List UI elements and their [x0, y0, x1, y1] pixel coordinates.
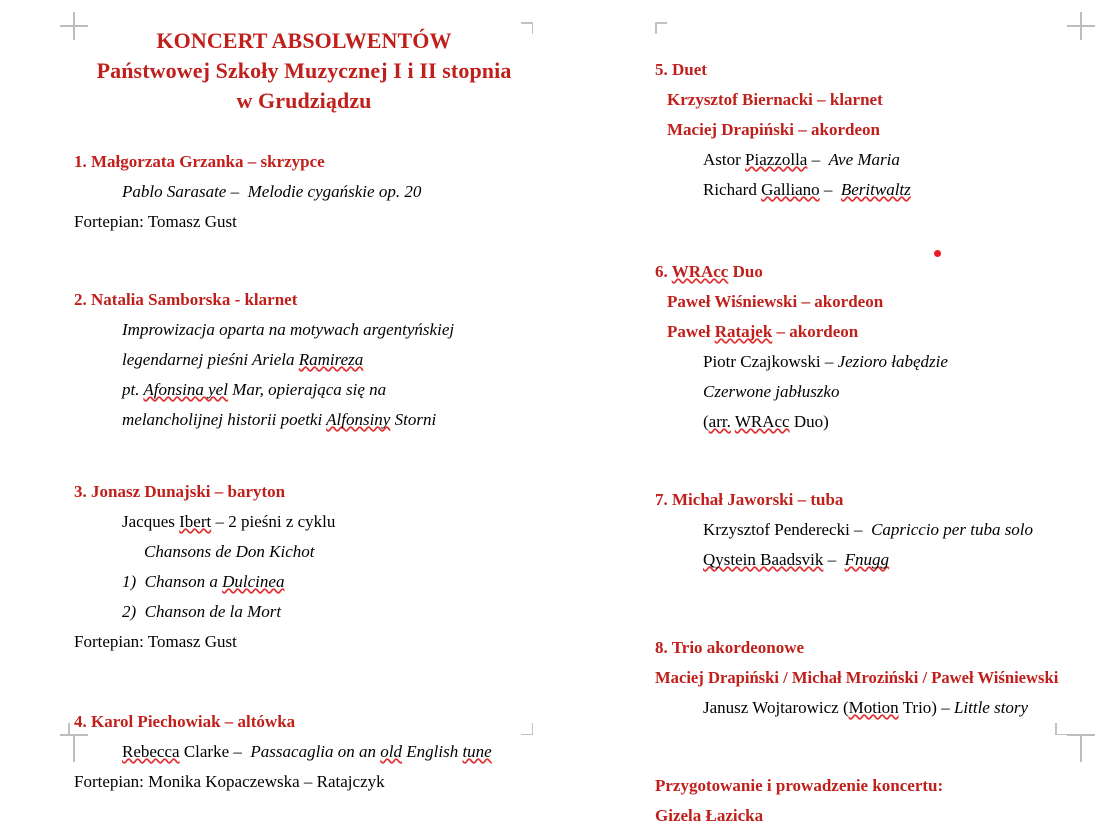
program-item-2 — [74, 288, 534, 432]
credits-name: Gizela Łazicka — [655, 806, 764, 825]
program-item-4 — [74, 710, 534, 794]
work-line: Piotr Czajkowski – Jezioro łabędzie — [703, 352, 948, 371]
performer-heading: 4. Karol Piechowiak – altówka — [74, 712, 296, 731]
work-line: Jacques Ibert – 2 pieśni z cyklu — [122, 512, 336, 531]
performer-name: Krzysztof Biernacki – klarnet — [667, 90, 883, 109]
work-line: Janusz Wojtarowicz (Motion Trio) – Little story — [703, 698, 1029, 717]
credits-block — [655, 774, 1090, 828]
work-line: Czerwone jabłuszko — [703, 382, 840, 401]
work-line: Improwizacja oparta na motywach argentyńskiej — [122, 320, 455, 339]
work-line: Pablo Sarasate – Melodie cygańskie op. 20 — [122, 182, 422, 201]
program-item-8 — [655, 636, 1090, 720]
left-column — [74, 0, 534, 794]
performer-heading: 2. Natalia Samborska - klarnet — [74, 290, 298, 309]
program-item-6 — [655, 260, 1090, 434]
work-line: legendarnej pieśni Ariela Ramireza — [122, 350, 364, 369]
performer-heading: 3. Jonasz Dunajski – baryton — [74, 482, 286, 501]
accompanist-line: Fortepian: Tomasz Gust — [74, 212, 237, 231]
performer-heading: 1. Małgorzata Grzanka – skrzypce — [74, 152, 325, 171]
title-line-2: Państwowej Szkoły Muzycznej I i II stopnia — [96, 58, 512, 83]
work-line: Chansons de Don Kichot — [144, 542, 315, 561]
work-line: Krzysztof Penderecki – Capriccio per tuba solo — [703, 520, 1034, 539]
program-item-1 — [74, 150, 534, 234]
performer-heading: 6. WRAcc Duo — [655, 262, 763, 281]
program-item-7 — [655, 488, 1090, 572]
performer-name: Paweł Ratajek – akordeon — [667, 322, 859, 341]
title-line-3: w Grudziądzu — [236, 88, 372, 113]
work-line: melancholijnej historii poetki Alfonsiny Storni — [122, 410, 437, 429]
work-line: Richard Galliano – Beritwaltz — [703, 180, 911, 199]
performer-heading: 5. Duet — [655, 60, 707, 79]
accompanist-line: Fortepian: Tomasz Gust — [74, 632, 237, 651]
work-line: Astor Piazzolla – Ave Maria — [703, 150, 900, 169]
program-item-5 — [655, 58, 1090, 202]
credits-label: Przygotowanie i prowadzenie koncertu: — [655, 776, 944, 795]
performer-heading: 7. Michał Jaworski – tuba — [655, 490, 844, 509]
work-line: 1) Chanson a Dulcinea — [122, 572, 285, 591]
performer-name: Paweł Wiśniewski – akordeon — [667, 292, 884, 311]
work-line: (arr. WRAcc Duo) — [703, 412, 829, 431]
title-line-1: KONCERT ABSOLWENTÓW — [156, 28, 452, 53]
work-line: 2) Chanson de la Mort — [122, 602, 282, 621]
work-line: Qystein Baadsvik – Fnugg — [703, 550, 890, 569]
right-column — [655, 0, 1090, 828]
performer-name: Maciej Drapiński – akordeon — [667, 120, 880, 139]
performer-heading: 8. Trio akordeonowe — [655, 638, 805, 657]
work-line: pt. Afonsina yel Mar, opierająca się na — [122, 380, 387, 399]
accompanist-line: Fortepian: Monika Kopaczewska – Ratajczyk — [74, 772, 385, 791]
page-title — [74, 26, 534, 116]
work-line: Rebecca Clarke – Passacaglia on an old English tune — [122, 742, 492, 761]
program-item-3 — [74, 480, 534, 654]
performer-name: Maciej Drapiński / Michał Mroziński / Paweł Wiśniewski — [655, 668, 1059, 687]
